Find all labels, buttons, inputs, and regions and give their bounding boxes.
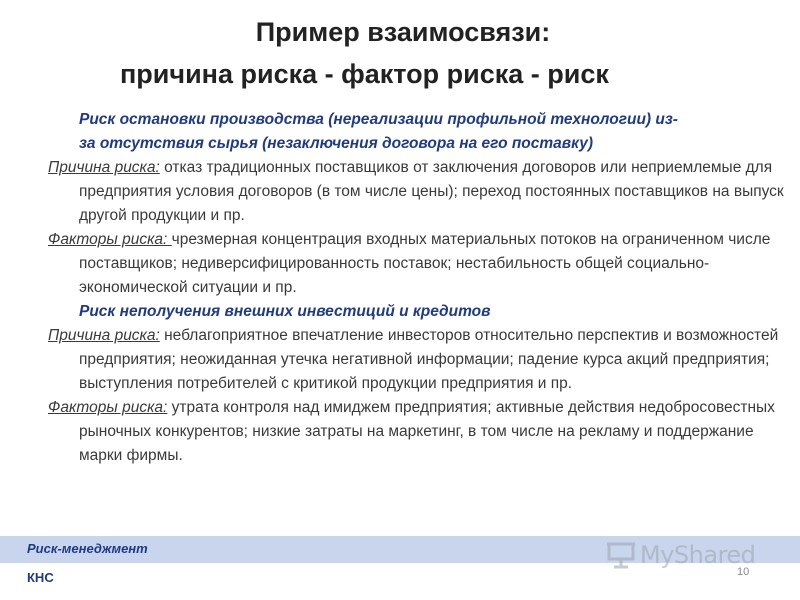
factors-label-1: Факторы риска: [48, 231, 172, 248]
risk-heading-2: Риск неполучения внешних инвестиций и кредитов [79, 303, 491, 320]
slide-title-line1: Пример взаимосвязи: [255, 17, 551, 47]
factors-label-2: Факторы риска: [48, 399, 168, 416]
footer-course-label: Риск-менеджмент [27, 541, 148, 556]
factors-paragraph-2 [48, 396, 790, 468]
risk-heading-1-line2: за отсутствия сырья (незаключения договора на его поставку) [79, 135, 593, 152]
page-number: 10 [737, 566, 750, 578]
cause-paragraph-2 [48, 324, 790, 396]
risk-heading-1 [48, 108, 790, 156]
presentation-icon [606, 541, 636, 569]
cause-text-1: отказ традиционных поставщиков от заключения договоров или неприемлемые для предприятия условия договоров (в том числе цены); переход постоянных поставщиков на выпуск другой продукции и пр. [79, 159, 784, 224]
factors-text-2: утрата контроля над имиджем предприятия; активные действия недобросовестных рыночных конкурентов; низкие затраты на маркетинг, в том числе на рекламу и поддержание марки фирмы. [79, 399, 775, 464]
risk-heading-1-line1: Риск остановки производства (нереализации профильной технологии) из- [79, 111, 678, 128]
watermark-text: MyShared [640, 541, 756, 569]
slide-content [48, 108, 790, 468]
cause-paragraph-1 [48, 156, 790, 228]
cause-label-2: Причина риска: [48, 327, 160, 344]
cause-text-2: неблагоприятное впечатление инвесторов относительно перспектив и возможностей предприятия; неожиданная утечка негативной информации; падение курса акций предприятия; выступления потребителей с критикой продукции предприятия и пр. [79, 327, 779, 392]
factors-paragraph-1 [48, 228, 790, 300]
factors-text-1: чрезмерная концентрация входных материальных потоков на ограниченном числе поставщиков; недиверсифицированность поставок; нестабильность общей социально-экономической ситуации и пр. [79, 231, 771, 296]
footer-org-label: КНС [27, 570, 54, 585]
cause-label-1: Причина риска: [48, 159, 160, 176]
slide-title-line2: причина риска - фактор риска - риск [120, 59, 609, 89]
watermark-logo [606, 538, 755, 572]
